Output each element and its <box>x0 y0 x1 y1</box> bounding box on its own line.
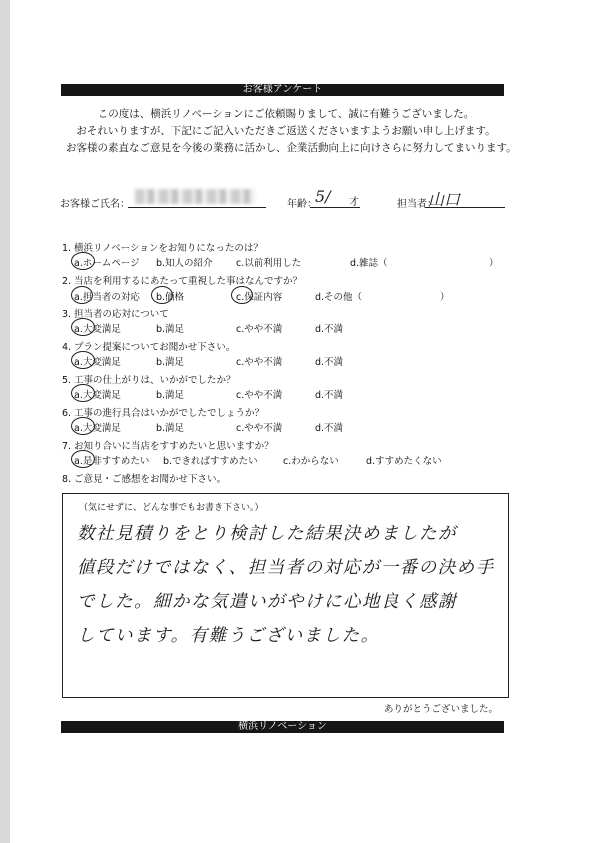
options-1 <box>0 255 595 267</box>
question-text: お知り合いに当店をすすめたいと思いますか？ <box>74 441 274 452</box>
staff-value: 山口 <box>428 190 461 209</box>
options-5 <box>0 387 595 399</box>
staff-underline <box>425 207 505 208</box>
question-text: 横浜リノベーションをお知りになったのは？ <box>74 243 263 254</box>
option-d[interactable]: d.不満 <box>315 324 344 335</box>
customer-info-row <box>60 188 510 208</box>
option-c[interactable]: c.やや不満 <box>236 423 283 434</box>
thanks-text: ありがとうございました。 <box>384 704 499 715</box>
option-d[interactable]: d.すすめたくない <box>366 456 442 467</box>
question-text: プラン提案についてお聞かせ下さい。 <box>74 342 236 353</box>
comment-line: しています。有難うございました。 <box>77 626 380 646</box>
option-a[interactable]: a.是非すすめたい <box>74 456 150 467</box>
options-4 <box>0 354 595 366</box>
question-text: 担当者の応対について <box>74 309 169 320</box>
question-text: ご意見・ご感想をお聞かせ下さい。 <box>74 474 227 485</box>
comment-line: 値段だけではなく、担当者の対応が一番の決め手 <box>77 558 495 578</box>
option-a[interactable]: a.大変満足 <box>74 357 121 368</box>
age-label: 年齢： <box>287 199 317 210</box>
intro-line: この度は、横浜リノベーションにご依頼賜りまして、誠に有難うございました。 <box>97 108 475 120</box>
option-b[interactable]: b.知人の紹介 <box>156 258 213 269</box>
options-6 <box>0 420 595 432</box>
option-c[interactable]: c.やや不満 <box>236 390 283 401</box>
option-d[interactable]: d.その他（ <box>315 292 363 303</box>
option-paren-close: ） <box>440 292 450 303</box>
comment-line: 数社見積りをとり検討した結果決めましたが <box>77 524 457 544</box>
options-3 <box>0 321 595 333</box>
option-c[interactable]: c.保証内容 <box>236 292 283 303</box>
comment-line: でした。細かな気遣いがやけに心地良く感謝 <box>77 592 457 612</box>
intro-line: おそれいりますが、下記にご記入いただきご返送くださいますようお願い申し上げます。 <box>76 125 496 137</box>
option-d[interactable]: d.不満 <box>315 423 344 434</box>
comment-box[interactable] <box>62 493 509 698</box>
redacted-name <box>135 189 255 204</box>
options-7 <box>0 453 595 465</box>
age-suffix: 才 <box>349 197 359 208</box>
question-5: 5. 工事の仕上がりは、いかがでしたか？ <box>62 375 236 386</box>
question-6: 6. 工事の進行具合はいかがでしたでしょうか？ <box>62 408 265 419</box>
option-d[interactable]: d.不満 <box>315 357 344 368</box>
footer-band <box>61 721 504 733</box>
option-a[interactable]: a.担当者の対応 <box>74 292 140 303</box>
option-b[interactable]: b.満足 <box>156 324 185 335</box>
option-paren-close: ） <box>489 258 499 269</box>
question-7: 7. お知り合いに当店をすすめたいと思いますか？ <box>62 441 274 452</box>
name-underline <box>128 207 266 208</box>
option-b[interactable]: b.満足 <box>156 390 185 401</box>
intro-text <box>66 106 517 157</box>
option-a[interactable]: a.大変満足 <box>74 423 121 434</box>
option-a[interactable]: a.ホームページ <box>74 258 140 269</box>
option-a[interactable]: a.大変満足 <box>74 324 121 335</box>
question-text: 当店を利用するにあたって重視した事はなんですか？ <box>74 276 303 287</box>
header-band <box>61 84 504 96</box>
option-a[interactable]: a.大変満足 <box>74 390 121 401</box>
question-text: 工事の進行具合はいかがでしたでしょうか？ <box>74 408 265 419</box>
option-b[interactable]: b.価格 <box>156 292 185 303</box>
footer-title: 横浜リノベーション <box>238 721 327 732</box>
option-b[interactable]: b.できればすすめたい <box>163 456 258 467</box>
header-title: お客様アンケート <box>242 84 323 95</box>
option-d[interactable]: d.不満 <box>315 390 344 401</box>
question-4: 4. プラン提案についてお聞かせ下さい。 <box>62 342 236 353</box>
intro-line: お客様の素直なご意見を今後の業務に活かし、企業活動向上に向けさらに努力してまいります。 <box>66 142 517 154</box>
option-d[interactable]: d.雑誌（ <box>350 258 388 269</box>
staff-label: 担当者： <box>397 199 437 210</box>
question-3: 3. 担当者の応対について <box>62 309 169 320</box>
age-value: 5/ <box>315 187 331 206</box>
option-b[interactable]: b.満足 <box>156 423 185 434</box>
option-c[interactable]: c.わからない <box>283 456 339 467</box>
options-2 <box>0 289 595 301</box>
option-c[interactable]: c.やや不満 <box>236 324 283 335</box>
question-1: 1. 横浜リノベーションをお知りになったのは？ <box>62 243 263 254</box>
age-underline <box>310 207 360 208</box>
comment-hint: （気にせずに、どんな事でもお書き下さい。） <box>79 503 264 513</box>
option-b[interactable]: b.満足 <box>156 357 185 368</box>
question-text: 工事の仕上がりは、いかがでしたか？ <box>74 375 236 386</box>
option-c[interactable]: c.以前利用した <box>236 258 302 269</box>
option-c[interactable]: c.やや不満 <box>236 357 283 368</box>
question-2: 2. 当店を利用するにあたって重視した事はなんですか？ <box>62 276 303 287</box>
name-label: お客様ご氏名： <box>60 199 130 210</box>
question-8: 8. ご意見・ご感想をお聞かせ下さい。 <box>62 474 227 485</box>
